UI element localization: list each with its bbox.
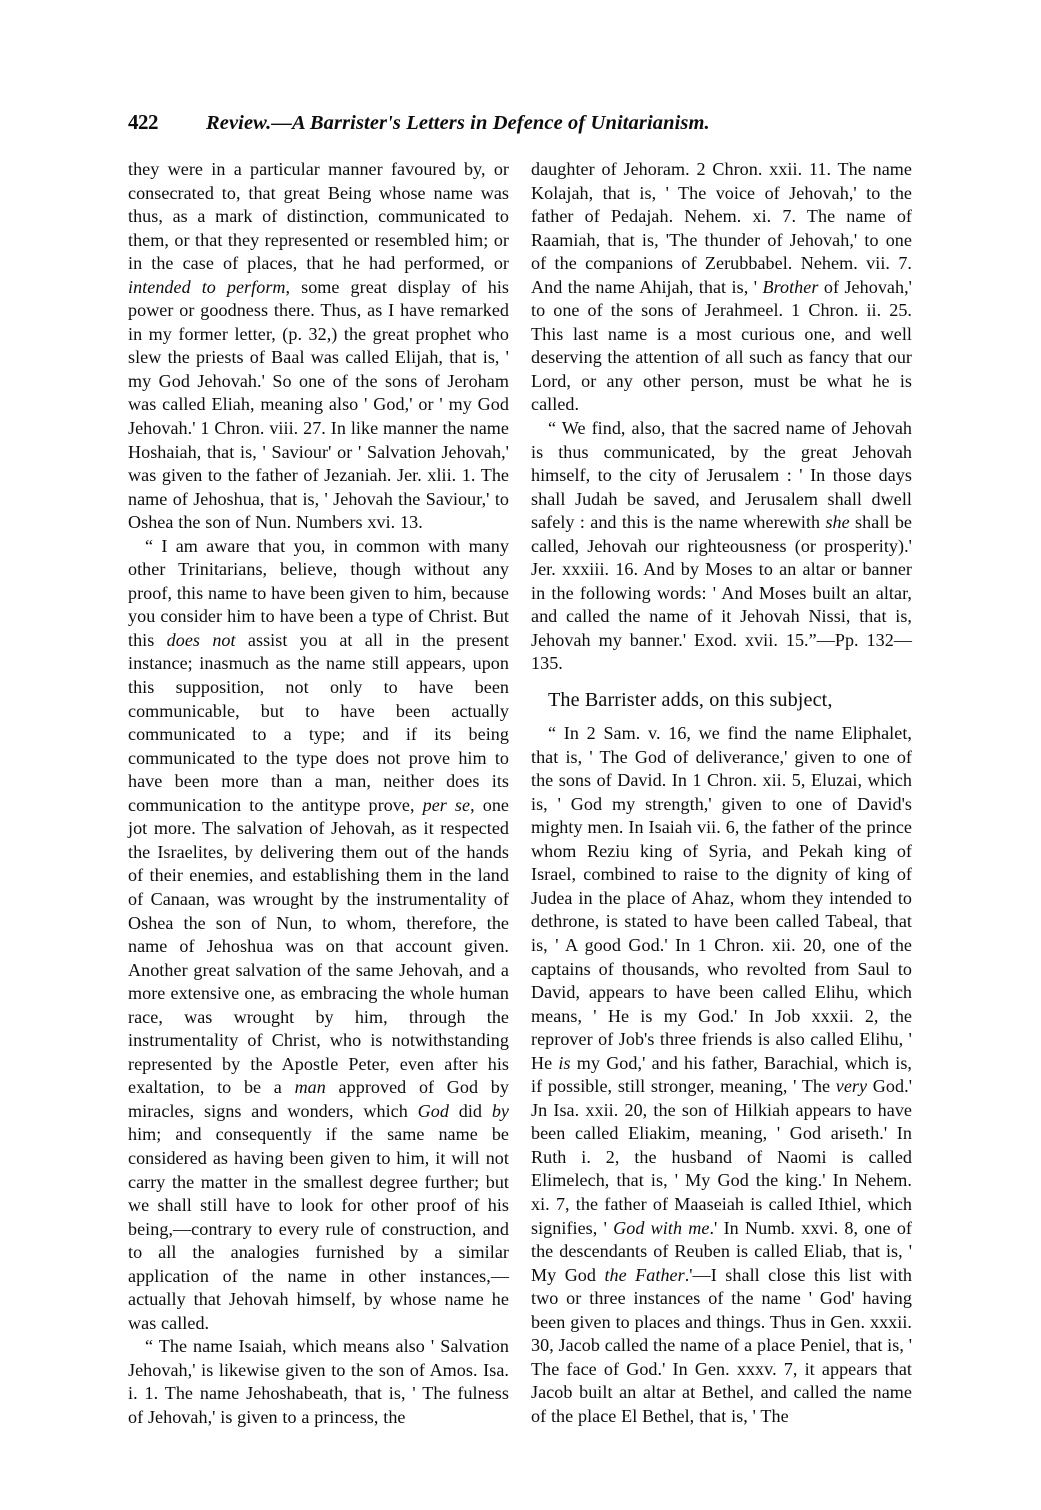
emphasis-run: the Father bbox=[604, 1264, 685, 1285]
text-run: .' In Numb. xxvi. 8, one of the descendants of Reuben is called Eliab, that is, ' My God bbox=[531, 1217, 912, 1285]
emphasis-run: Brother bbox=[762, 276, 819, 297]
text-run: approved of God by miracles, signs and wonders, which bbox=[128, 1077, 509, 1121]
emphasis-run: by bbox=[491, 1100, 509, 1121]
text-run: .'—I shall close this list with two or three instances of the name ' God' having been given to places and things. Thus in Gen. xxxii. 30, Jacob called the name of a place Peniel, that is, ' The face of God.' In Gen. xxxv. 7, it appears that Jacob built an altar at Bethel, and called the name of the place El Bethel, that is, ' The bbox=[531, 1264, 913, 1426]
emphasis-run: is bbox=[558, 1052, 571, 1073]
emphasis-run: very bbox=[835, 1076, 868, 1097]
emphasis-run: God bbox=[417, 1100, 449, 1121]
text-run: they were in a particular manner favoured by, or consecrated to, that great Being whose name was thus, as a mark of distinction, communicated to them, or that they represented or resembled him; or in the case of places, that he had performed, or bbox=[128, 159, 509, 274]
text-run: God.' Jn Isa. xxii. 20, the son of Hilkiah appears to have been called Eliakim, meaning, ' God ariseth.' In Ruth i. 2, the husband of Naomi is called Elimelech, that is, ' My God the king.' In Nehem. xi. 7, the father of Maaseiah is called Ithiel, which signifies, ' bbox=[531, 1076, 913, 1238]
running-head-title: Review.—A Barrister's Letters in Defence of Unitarianism. bbox=[206, 112, 710, 134]
text-run: “ We find, also, that the sacred name of Jehovah is thus communicated, by the great Jehovah himself, to the city of Jerusalem : ' In those days shall Judah be saved, and Jerusalem shall dwell safely : and this is the name wherewith bbox=[531, 418, 912, 533]
running-head bbox=[128, 110, 916, 144]
text-run: my God,' and his father, Barachial, which is, if possible, still stronger, meaning, ' The bbox=[531, 1052, 912, 1097]
text-run: “ In 2 Sam. v. 16, we find the name Eliphalet, that is, ' The God of deliverance,' given to one of the sons of David. In 1 Chron. xii. 5, Eluzai, which is, ' God my strength,' given to one of David's mighty men. In Isaiah vii. 6, the father of the prince whom Reziu king of Syria, and Pekah king of Israel, combined to raise to the dignity of king of Judea in the place of Ahaz, whom they intended to dethrone, is stated to have been called Tabeal, that is, ' A good God.' In 1 Chron. xii. 20, one of the captains of thousands, who revolted from Saul to David, appears to have been called Elihu, which means, ' He is my God.' In Job xxxii. 2, the reprover of Job's three friends is also called Elihu, ' He bbox=[531, 723, 912, 1073]
text-run: , one jot more. The salvation of Jehovah, as it respected the Israelites, by delivering them out of the hands of their enemies, and establishing them in the land of Canaan, was wrought by the instrumentality of Oshea the son of Nun, to whom, therefore, the name of Jehoshua was on that account given. Another great salvation of the same Jehovah, and a more extensive one, as embracing the whole human race, was wrought by him, through the instrumentality of Christ, who is notwithstanding represented by the Apostle Peter, even after his exaltation, to be a bbox=[128, 794, 509, 1098]
para-daughter-jehoram bbox=[531, 158, 912, 417]
text-run: him; and consequently if the same name be considered as having been given to him, it will not carry the matter in the smallest degree further; but we shall still have to look for other proof of his being,—contrary to every rule of construction, and to all the analogies furnished by a similar application of the name in other instances,—actually that Jehovah himself, by whose name he was called. bbox=[128, 1124, 509, 1333]
emphasis-run: man bbox=[294, 1077, 326, 1098]
text-run: “ The name Isaiah, which means also ' Salvation Jehovah,' is likewise given to the son of Amos. Isa. i. 1. The name Jehoshabeath, that is, ' The fulness of Jehovah,' is given to a princess, the bbox=[128, 1336, 509, 1427]
text-run: did bbox=[448, 1100, 492, 1121]
column-left bbox=[128, 158, 509, 1448]
page-number: 422 bbox=[128, 110, 158, 134]
text-run: “ I am aware that you, in common with many other Trinitarians, believe, though without any proof, this name to have been given to him, because you consider him to have been a type of Christ. But this bbox=[128, 535, 509, 650]
emphasis-run: God with me bbox=[613, 1217, 710, 1238]
emphasis-run: does not bbox=[166, 629, 236, 650]
text-run: of Jehovah,' to one of the sons of Jerahmeel. 1 Chron. ii. 25. This last name is a most curious one, and well deserving the attention of all such as fancy that our Lord, or any other person, must be what he is called. bbox=[531, 276, 912, 415]
para-i-am-aware bbox=[128, 535, 509, 1336]
para-we-find-also bbox=[531, 417, 912, 676]
body-columns bbox=[128, 158, 916, 1448]
text-run: assist you at all in the present instance; inasmuch as the name still appears, upon this supposition, not only to have been communicable, but to have been actually communicated to a type; and if its being communicated to the type does not prove him to have been more than a man, neither does its communication to the antitype prove, bbox=[128, 629, 509, 815]
para-name-isaiah bbox=[128, 1335, 509, 1429]
column-right bbox=[531, 158, 912, 1448]
para-in-2-sam bbox=[531, 722, 912, 1428]
emphasis-run: intended to perform bbox=[128, 276, 286, 297]
emphasis-run: per se bbox=[422, 794, 471, 815]
text-run: , some great display of his power or goodness there. Thus, as I have remarked in my former letter, (p. 32,) the great prophet who slew the priests of Baal was called Elijah, that is, ' my God Jehovah.' So one of the sons of Jeroham was called Eliah, meaning also ' God,' or ' my God Jehovah.' 1 Chron. viii. 27. In like manner the name Hoshaiah, that is, ' Saviour' or ' Salvation Jehovah,' was given to the father of Jezaniah. Jer. xlii. 1. The name of Jehoshua, that is, ' Jehovah the Saviour,' to Oshea the son of Nun. Numbers xvi. 13. bbox=[128, 276, 509, 533]
text-run: shall be called, Jehovah our righteousness (or prosperity).' Jer. xxxiii. 16. And by Moses to an altar or banner in the following words: ' And Moses built an altar, and called the name of it Jehovah Nissi, that is, Jehovah my banner.' Exod. xvii. 15.”—Pp. 132—135. bbox=[531, 512, 912, 674]
emphasis-run: she bbox=[825, 512, 850, 533]
text-run: daughter of Jehoram. 2 Chron. xxii. 11. The name Kolajah, that is, ' The voice of Jehovah,' to the father of Pedajah. Nehem. xi. 7. The name of Raamiah, that is, 'The thunder of Jehovah,' to one of the companions of Zerubbabel. Nehem. vii. 7. And the name Ahijah, that is, ' bbox=[531, 159, 912, 297]
para-continued-names bbox=[128, 158, 509, 535]
section-subhead: The Barrister adds, on this subject, bbox=[548, 689, 833, 712]
